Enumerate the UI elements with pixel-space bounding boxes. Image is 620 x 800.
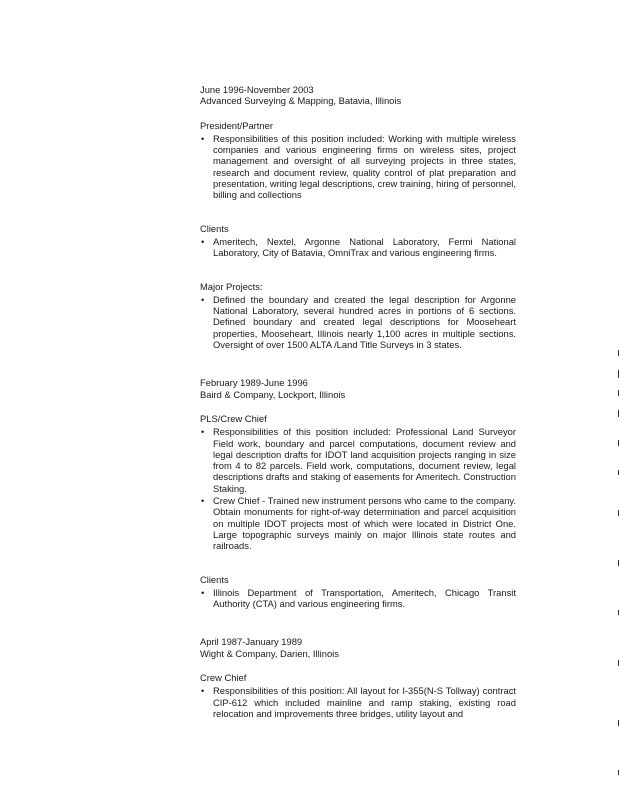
employer-name: Wight & Company, Darien, Illinois xyxy=(200,647,339,659)
scan-edge-mark xyxy=(618,720,619,726)
clients-item: • Ameritech, Nextel, Argonne National Laboratory, Fermi National Laboratory, City of Batavia, OmniTrax and various engineering firms. xyxy=(200,236,516,259)
employment-dates: April 1987-January 1989 xyxy=(200,636,303,648)
scan-edge-mark xyxy=(618,560,619,566)
major-projects-list xyxy=(200,294,516,350)
scan-edge-mark xyxy=(618,350,619,356)
responsibility-item: • Crew Chief - Trained new instrument persons who came to the company. Obtain monuments for right-of-way determination and parcel acquisition on multiple IDOT projects most of which were located in District One. Large topographic surveys mainly on major Illinois state routes and railroads. xyxy=(200,495,516,551)
major-projects-heading: Major Projects: xyxy=(200,280,263,292)
responsibility-item: • Responsibilities of this position: All layout for I-355(N-S Tollway) contract CIP-612 which included mainline and ramp staking, existing road relocation and improvements three bridges, utility layout and xyxy=(200,685,516,719)
clients-heading: Clients xyxy=(200,573,229,585)
employment-section-wight xyxy=(200,636,516,719)
employment-dates: June 1996-November 2003 xyxy=(200,84,314,95)
responsibility-item: • Responsibilities of this position included: Professional Land Surveyor Field work, boundary and parcel computations, document review and legal description drafts for IDOT land acquisition projects ranging in size from 4 to 82 parcels. Field work, computations, document review, legal descriptions drafts and staking of easements for Ameritech. Construction Staking. xyxy=(200,426,516,494)
scan-edge-mark xyxy=(618,410,619,417)
scan-edge-mark xyxy=(618,610,619,615)
clients-heading: Clients xyxy=(200,222,229,234)
responsibilities-list xyxy=(200,133,516,201)
job-title: Crew Chief xyxy=(200,671,247,683)
resume-content xyxy=(200,84,516,719)
scan-edge-mark xyxy=(618,370,619,378)
employer-name: Advanced Surveying & Mapping, Batavia, Illinois xyxy=(200,95,402,107)
employer-name: Baird & Company, Lockport, Illinois xyxy=(200,388,346,400)
major-projects-item: • Defined the boundary and created the legal description for Argonne National Laboratory, several hundred acres in portions of 6 sections. Defined boundary and created legal descriptions for Mooseheart properties, Mooseheart, Illinois nearly 1,100 acres in multiple sections. Oversight of over 1500 ALTA /Land Title Surveys in 3 states. xyxy=(200,294,516,350)
job-title: President/Partner xyxy=(200,119,273,131)
employment-dates: February 1989-June 1996 xyxy=(200,377,308,389)
scan-edge-mark xyxy=(618,660,619,666)
responsibility-item: • Responsibilities of this position included: Working with multiple wireless companies and various engineering firms on wireless sites, project management and oversight of all surveying projects in three states, research and document review, quality control of plat preparation and presentation, writing legal descriptions, crew training, hiring of personnel, billing and collections xyxy=(200,133,516,201)
clients-item: • Illinois Department of Transportation, Ameritech, Chicago Transit Authority (CTA) and various engineering firms. xyxy=(200,587,516,610)
employment-section-baird xyxy=(200,377,516,609)
scan-edge-mark xyxy=(618,770,619,775)
scan-edge-mark xyxy=(618,390,619,396)
scan-edge-mark xyxy=(618,510,619,516)
clients-list xyxy=(200,587,516,610)
responsibilities-list xyxy=(200,426,516,551)
employment-section-advanced-surveying xyxy=(200,84,516,350)
responsibilities-list xyxy=(200,685,516,719)
clients-list xyxy=(200,236,516,259)
job-title: PLS/Crew Chief xyxy=(200,412,267,424)
scan-edge-mark xyxy=(618,470,619,475)
scan-edge-mark xyxy=(618,440,619,446)
